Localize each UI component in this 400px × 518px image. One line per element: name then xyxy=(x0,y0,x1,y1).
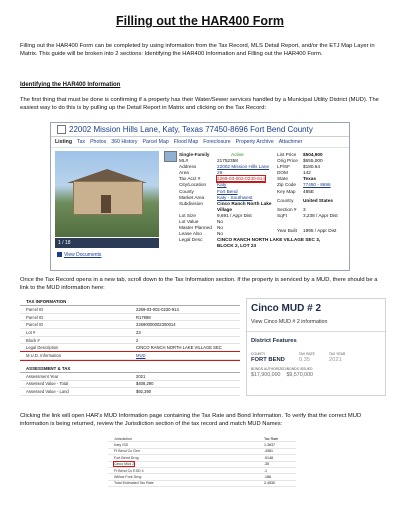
section1-paragraph-2: Once the Tax Record opens in a new tab, scroll down to the Tax Information section. If the property is serviced by a MUD, there should be a link to the MUD information here: xyxy=(20,277,378,292)
table-row: Parcel ID R17898 xyxy=(20,314,240,322)
table-row: Parcel ID 2269-03-002-0230-914 xyxy=(20,306,240,314)
photo-counter: 1 / 18 xyxy=(55,238,159,248)
section-heading-identify: Identifying the HAR400 Information xyxy=(20,82,121,88)
tab-foreclosure[interactable]: Foreclosure xyxy=(203,139,231,145)
bonds-label: BONDS AUTHORIZED/BONDS ISSUED xyxy=(251,367,313,371)
tab-attachments[interactable]: Attachmer xyxy=(278,139,303,145)
table-row: Lot # 23 xyxy=(20,329,240,337)
address-link[interactable]: 22002 Mission Hills Lane xyxy=(217,164,270,170)
section1-paragraph: The first thing that must be done is confirming if a property has their Water/Sewer services handled by a Municipal Utility District (MUD). The easiest way to do this is by pulling up the Detail Report in Matrix and clicking on the Tax Record: xyxy=(20,97,379,112)
table-row: Block # 2 xyxy=(20,337,240,345)
tab-flood-map[interactable]: Flood Map xyxy=(173,139,199,145)
listing-tabs xyxy=(51,137,349,148)
jurisdiction-table xyxy=(108,436,296,500)
table-row: Ft Bend Co Gen .4381 xyxy=(108,449,296,455)
assessment-heading: ASSESSMENT & TAX xyxy=(20,365,240,373)
listing-detail-screenshot xyxy=(50,122,350,271)
mud-jurisdiction-row: Cinco Mud 2 .35 xyxy=(108,462,296,468)
table-row: Assessed Value - Land $92,390 xyxy=(20,388,240,396)
table-row: Assessed Value - Total $408,290 xyxy=(20,381,240,389)
checkbox-icon[interactable] xyxy=(57,125,66,134)
tax-info-heading: TAX INFORMATION xyxy=(20,298,240,306)
mud-link[interactable]: MUD xyxy=(136,352,146,358)
document-icon xyxy=(57,252,62,257)
table-row: Katy ISD 1.3637 xyxy=(108,442,296,448)
tax-information-screenshot xyxy=(20,298,240,411)
table-row: Fort Bend Drng .0148 xyxy=(108,455,296,461)
tax-account-link[interactable]: 2269-03-002-0230-914 xyxy=(217,176,265,182)
table-row: Ft Bend Co ESD 4 .1 xyxy=(108,468,296,474)
tab-photos[interactable]: Photos xyxy=(90,139,107,145)
tab-listing[interactable]: Listing xyxy=(55,139,73,145)
listing-right-fields: List Price $504,900 Orig Price $655,000 LP/SF $180.64 DOM 142 State Texas Zip Code 77450 - 8696 Key Map 485E Country United States Section # 3 SqFt 3,238 / Appr Dist Year Built 1995 / Appr Dist xyxy=(277,152,338,233)
document-title: Filling out the HAR400 Form xyxy=(115,14,285,28)
intro-paragraph: Filling out the HAR400 Form can be completed by using information from the Tax Record, MLS Detail Report, and/or the ETJ Map Layer in Matrix. This guide will be broken into 2 sections: Identifying the HAR400 Information and Filling out the HAR400 Form. xyxy=(20,43,375,58)
mud-information-row: M.U.D. Information MUD xyxy=(20,352,240,360)
listing-address: 22002 Mission Hills Lane, Katy, Texas 77450-8696 Fort Bend County xyxy=(69,125,313,134)
table-row: Legal Description CINCO RANCH NORTH LAKE VILLAGE SEC xyxy=(20,344,240,352)
tab-property-archive[interactable]: Property Archive xyxy=(235,139,274,145)
section1-paragraph-3: Clicking the link will open HAR's MUD Information page containing the Tax Rate and Bond Information. To verify that the correct MUD information is being returned, review the Jurisdiction section of the tax record and match MUD Names: xyxy=(20,413,362,428)
view-documents-link[interactable]: View Documents xyxy=(57,252,101,258)
bonds-values: $17,900,000 $9,570,000 xyxy=(251,372,313,378)
tab-parcel-map[interactable]: Parcel Map xyxy=(142,139,169,145)
tab-tax[interactable]: Tax xyxy=(77,139,86,145)
listing-address-header xyxy=(51,123,349,137)
table-row: Parcel ID 22690000002300014 xyxy=(20,321,240,329)
status-badge: Active xyxy=(231,152,244,157)
mud-title: Cinco MUD # 2 xyxy=(251,303,322,314)
tax-year-field: TAX YEAR 2021 xyxy=(328,352,346,363)
property-photo[interactable] xyxy=(55,151,159,237)
table-row: Willow Fork Drng .186 xyxy=(108,474,296,480)
listing-left-fields: Single-Family ML# 21752358 Address 22002 Mission Hills Lane Area 29 Tax Acct # 2269-03-002-0230-914 City/Location Katy County Fort Bend Market Area Katy - Southwest Subdivision Cinco Ranch North Lake Village Lot Size 9,691 / Appr Dist Lot Value No Master Planned No Lease Also No Legal Desc CINCO RANCH NORTH LAKE VILLAGE SEC 3, BLOCK 2, LOT 23 xyxy=(179,152,321,249)
district-features-heading: District Features xyxy=(247,331,385,344)
mud-page-screenshot xyxy=(246,298,386,396)
county-field: COUNTY FORT BEND xyxy=(251,352,285,363)
tax-rate-field: TAX RATE 0.35 xyxy=(298,352,315,363)
photo-thumbnail[interactable] xyxy=(164,151,177,162)
table-row: Total Estimated Tax Rate 2.4530 xyxy=(108,481,296,487)
jurisdiction-header: Jurisdiction Tax Rate xyxy=(108,436,296,442)
mud-subtitle: View Cinco MUD # 2 information xyxy=(251,319,328,325)
table-row: Assessment Year 2021 xyxy=(20,373,240,381)
tab-360-history[interactable]: 360 History xyxy=(111,139,138,145)
